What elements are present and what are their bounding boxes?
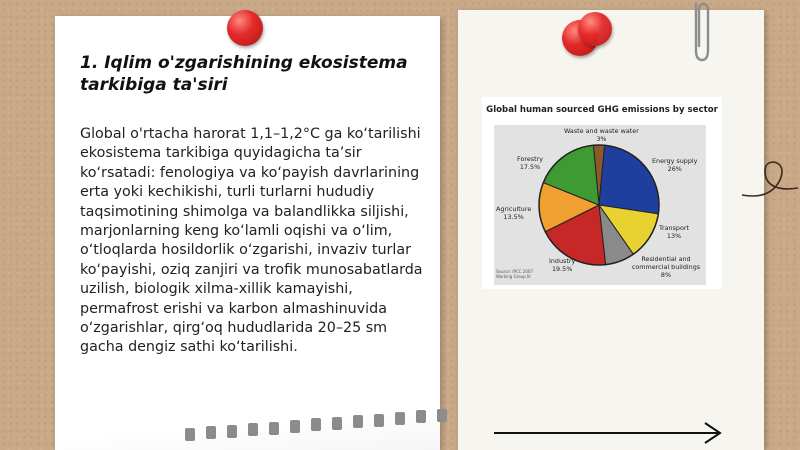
- perforation-mark: [290, 420, 300, 433]
- slice-value: 8%: [660, 271, 672, 279]
- slide-heading: 1. Iqlim o'zgarishining ekosistema tarkibiga ta'siri: [80, 53, 408, 95]
- slice-name: Agriculture: [496, 205, 532, 213]
- perforation-mark: [269, 422, 279, 435]
- perforation-mark: [374, 414, 384, 427]
- slice-name: Residential and commercial buildings: [631, 255, 701, 271]
- paper-perforation: [185, 402, 490, 442]
- perforation-mark: [332, 417, 342, 430]
- slice-label-buildings: [626, 255, 706, 279]
- slice-label-agriculture: [496, 205, 531, 221]
- perforation-mark: [395, 412, 405, 425]
- pie-slice-energy-supply: [599, 145, 659, 214]
- slice-value: 19.5%: [551, 265, 573, 273]
- perforation-mark: [185, 428, 195, 441]
- chart-title: Global human sourced GHG emissions by sector: [486, 105, 718, 115]
- slice-label-waste: [564, 127, 639, 143]
- ghg-chart-figure: [482, 97, 722, 289]
- slice-value: 3%: [596, 135, 607, 143]
- perforation-mark: [353, 415, 363, 428]
- doodle-curl-icon: [740, 150, 800, 210]
- slice-label-industry: [549, 257, 575, 273]
- paper-clip-icon: [688, 0, 716, 66]
- perforation-mark: [206, 426, 216, 439]
- chart-plot-area: [494, 125, 706, 285]
- perforation-mark: [311, 418, 321, 431]
- slice-name: Energy supply: [652, 157, 698, 165]
- slide-body-text: Global o'rtacha harorat 1,1–1,2°C ga ko‘tarilishi ekosistema tarkibiga quyidagicha ta’sir ko‘rsatadi: fenologiya va ko‘payish davrlarining erta yoki kechikishi, turli turlarni hududiy taqsimotining shimolga va balandlikka siljishi, marjonlarning keng ko‘lamli oqishi va o‘lim, o‘tloqlarda hosildorlik o‘zgarishi, invaziv turlar ko‘payishi, oziq zanjiri va trofik munosabatlarda uzilish, biologik xilma-xillik kamayishi, permafrost erishi va karbon almashinuvida o‘zgarishlar, qirg‘oq hududlarida 20–25 sm gacha dengiz sathi ko‘tarilishi.: [80, 126, 423, 356]
- arrow-right-icon: [492, 420, 727, 446]
- perforation-mark: [227, 425, 237, 438]
- slice-value: 13%: [666, 232, 682, 240]
- slice-label-forestry: [517, 155, 543, 171]
- slice-value: 17.5%: [519, 163, 541, 171]
- push-pin-icon: [578, 12, 612, 46]
- slice-name: Forestry: [517, 155, 544, 163]
- perforation-mark: [416, 410, 426, 423]
- slice-name: Transport: [659, 224, 689, 232]
- slice-value: 13.5%: [503, 213, 524, 221]
- perforation-mark: [248, 423, 258, 436]
- slice-label-energy: [652, 157, 697, 173]
- push-pin-icon: [227, 10, 263, 46]
- slice-name: Waste and waste water: [564, 127, 639, 135]
- perforation-mark: [437, 409, 447, 422]
- slice-value: 26%: [667, 165, 682, 173]
- slice-label-transport: [659, 224, 689, 240]
- slice-name: Industry: [549, 257, 576, 265]
- chart-source-note: Source: IPCC 2007 Working Group III: [496, 269, 533, 279]
